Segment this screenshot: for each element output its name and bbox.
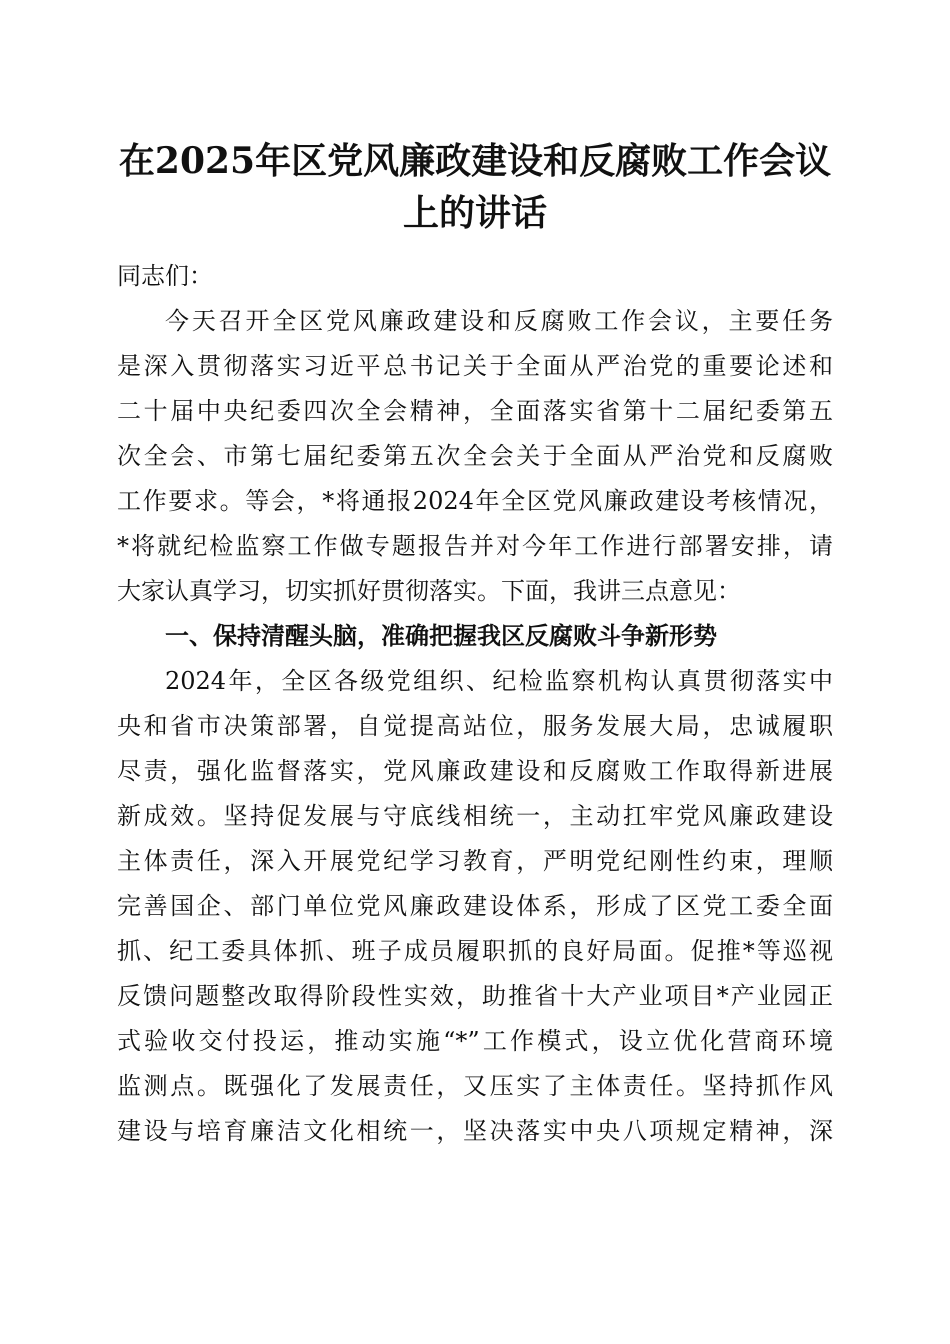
salutation: 同志们：	[117, 262, 213, 290]
section-heading: 一、保持清醒头脑，准确把握我区反腐败斗争新形势	[165, 622, 717, 650]
title-line-1: 在2025年区党风廉政建设和反腐败工作会议	[118, 140, 832, 182]
paragraph-line: 式验收交付投运，推动实施“*”工作模式，设立优化营商环境	[117, 1027, 833, 1055]
paragraph-line: 今天召开全区党风廉政建设和反腐败工作会议，主要任务	[165, 307, 833, 335]
paragraph-line: 建设与培育廉洁文化相统一，坚决落实中央八项规定精神，深	[117, 1117, 833, 1145]
paragraph-line: 监测点。既强化了发展责任，又压实了主体责任。坚持抓作风	[117, 1072, 833, 1100]
paragraph-line: 央和省市决策部署，自觉提高站位，服务发展大局，忠诚履职	[117, 712, 833, 740]
paragraph-line: 二十届中央纪委四次全会精神，全面落实省第十二届纪委第五	[117, 397, 833, 425]
paragraph-line: 完善国企、部门单位党风廉政建设体系，形成了区党工委全面	[117, 892, 833, 920]
paragraph-line: 反馈问题整改取得阶段性实效，助推省十大产业项目*产业园正	[117, 982, 833, 1010]
document-body	[117, 254, 833, 1154]
paragraph-line: 抓、纪工委具体抓、班子成员履职抓的良好局面。促推*等巡视	[117, 937, 833, 965]
paragraph-line: 主体责任，深入开展党纪学习教育，严明党纪刚性约束，理顺	[117, 847, 833, 875]
paragraph-line: 大家认真学习，切实抓好贯彻落实。下面，我讲三点意见：	[117, 577, 741, 605]
title-line-2: 上的讲话	[402, 192, 547, 234]
paragraph-line: 工作要求。等会，*将通报2024年全区党风廉政建设考核情况，	[117, 487, 833, 515]
paragraph-line: 次全会、市第七届纪委第五次全会关于全面从严治党和反腐败	[117, 442, 833, 470]
paragraph-line: 2024年，全区各级党组织、纪检监察机构认真贯彻落实中	[165, 667, 833, 695]
paragraph-line: 新成效。坚持促发展与守底线相统一，主动扛牢党风廉政建设	[117, 802, 833, 830]
document-title	[100, 135, 850, 239]
paragraph-line: 是深入贯彻落实习近平总书记关于全面从严治党的重要论述和	[117, 352, 833, 380]
paragraph-line: 尽责，强化监督落实，党风廉政建设和反腐败工作取得新进展	[117, 757, 833, 785]
paragraph-line: *将就纪检监察工作做专题报告并对今年工作进行部署安排，请	[117, 532, 833, 560]
